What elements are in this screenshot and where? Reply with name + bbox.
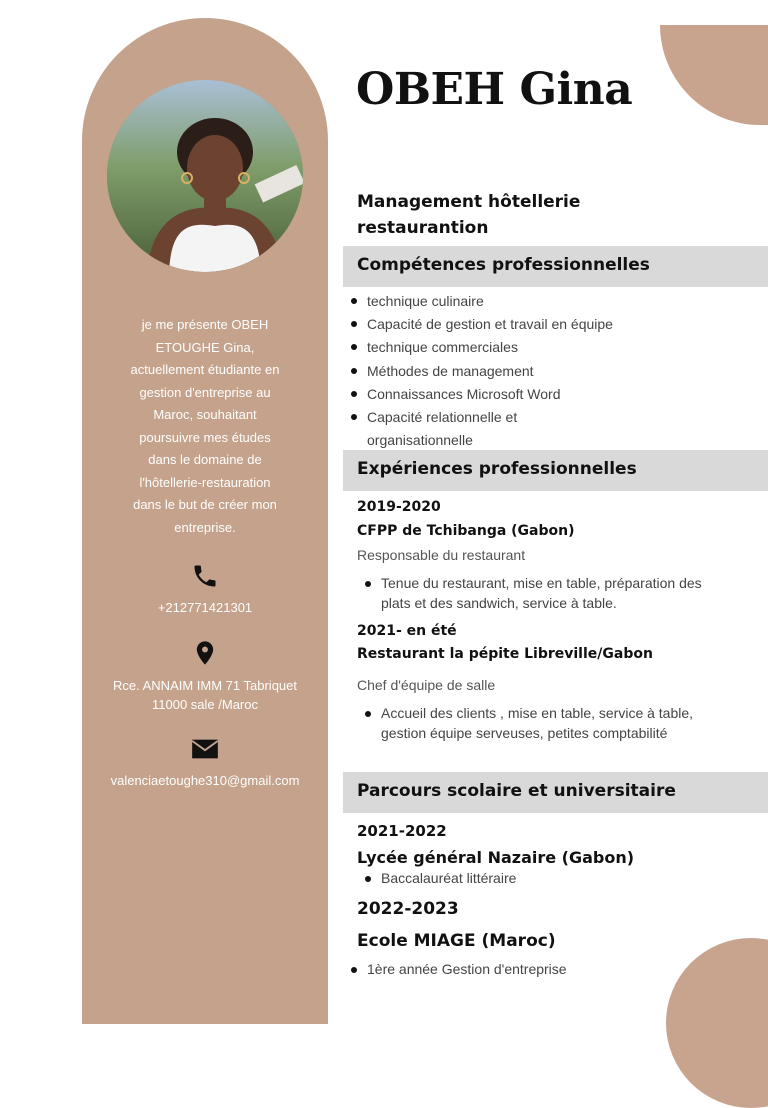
list-item: Méthodes de management xyxy=(347,360,747,383)
list-item-continued: organisationnelle xyxy=(367,432,473,449)
intro-text xyxy=(92,314,318,539)
duty-line: plats et des sandwich, service à table. xyxy=(381,595,617,611)
job-duties-list xyxy=(361,703,741,743)
location-pin-icon xyxy=(191,639,219,667)
intro-line: entreprise. xyxy=(174,519,236,535)
list-item: technique culinaire xyxy=(347,290,747,313)
intro-line: poursuivre mes études xyxy=(139,429,271,445)
duty-line: Accueil des clients , mise en table, service à table, xyxy=(381,705,694,721)
intro-line: gestion d'entreprise au xyxy=(139,384,271,400)
section-title: Parcours scolaire et universitaire xyxy=(357,781,676,801)
decorative-corner-top xyxy=(660,25,768,125)
phone-icon xyxy=(191,562,219,590)
job-period: 2019-2020 xyxy=(357,499,441,515)
duty-line: Tenue du restaurant, mise en table, préparation des xyxy=(381,575,702,591)
envelope-icon xyxy=(191,735,219,763)
list-item: Baccalauréat littéraire xyxy=(361,868,741,888)
full-name: OBEH Gina xyxy=(356,64,633,115)
intro-line: l'hôtellerie-restauration xyxy=(139,474,271,490)
section-header-skills xyxy=(343,246,768,287)
education-period: 2022-2023 xyxy=(357,899,459,919)
job-role: Responsable du restaurant xyxy=(357,547,526,563)
job-title xyxy=(357,189,657,241)
section-title: Expériences professionnelles xyxy=(357,459,637,479)
intro-line: dans le but de créer mon xyxy=(133,497,277,512)
job-company: Restaurant la pépite Libreville/Gabon xyxy=(357,646,653,662)
education-period: 2021-2022 xyxy=(357,822,447,840)
section-header-experience xyxy=(343,450,768,491)
intro-line: je me présente OBEH xyxy=(141,317,269,332)
job-period: 2021- en été xyxy=(357,623,457,639)
list-item xyxy=(361,573,741,613)
address-line: Rce. ANNAIM IMM 71 Tabriquet xyxy=(113,678,297,693)
profile-photo xyxy=(107,80,303,272)
intro-line: actuellement étudiante en xyxy=(130,362,280,377)
list-item xyxy=(361,703,741,743)
skills-list xyxy=(347,290,747,452)
intro-line: ETOUGHE Gina, xyxy=(155,339,255,355)
job-duties-list xyxy=(361,573,741,613)
section-header-education xyxy=(343,772,768,813)
phone-number[interactable]: +212771421301 xyxy=(157,600,253,615)
education-detail-list xyxy=(347,959,727,979)
list-item: Connaissances Microsoft Word xyxy=(347,383,747,406)
intro-line: dans le domaine de xyxy=(148,452,262,467)
education-school: Lycée général Nazaire (Gabon) xyxy=(357,848,635,867)
list-item: Capacité relationnelle et xyxy=(347,406,747,429)
section-title: Compétences professionnelles xyxy=(357,255,650,275)
address xyxy=(92,676,318,714)
job-company: CFPP de Tchibanga (Gabon) xyxy=(357,523,575,539)
job-title-line: Management hôtellerie xyxy=(357,192,581,212)
duty-line: gestion équipe serveuses, petites comptabilité xyxy=(381,725,668,741)
address-line: 11000 sale /Maroc xyxy=(152,697,258,712)
education-detail-list xyxy=(361,868,741,888)
education-school: Ecole MIAGE (Maroc) xyxy=(357,931,556,951)
intro-line: Maroc, souhaitant xyxy=(153,407,257,422)
list-item: 1ère année Gestion d'entreprise xyxy=(347,959,727,979)
job-title-line: restaurantion xyxy=(357,218,489,238)
list-item: Capacité de gestion et travail en équipe xyxy=(347,313,747,336)
job-role: Chef d'équipe de salle xyxy=(357,677,496,693)
profile-photo-illustration xyxy=(107,80,303,272)
list-item: technique commerciales xyxy=(347,336,747,359)
email-address[interactable]: valenciaetoughe310@gmail.com xyxy=(110,773,300,788)
